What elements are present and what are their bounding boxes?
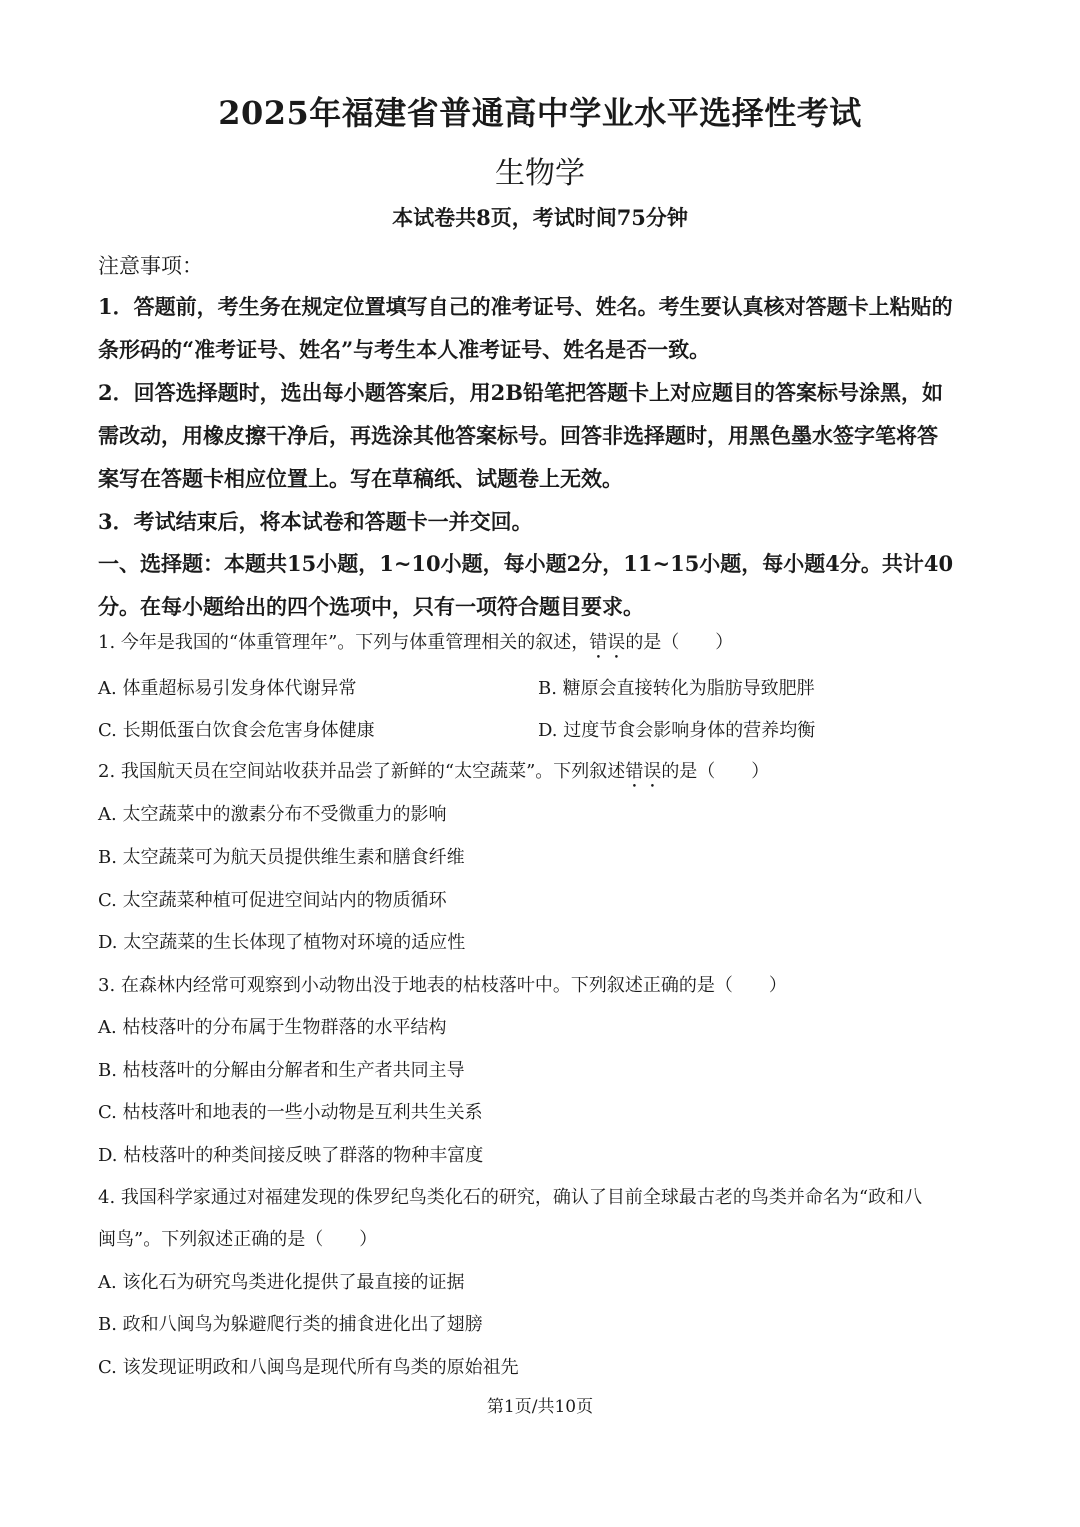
question-4-option-b: B. 政和八闽鸟为躲避爬行类的捕食进化出了翅膀 xyxy=(98,1314,483,1335)
exam-info: 本试卷共8页，考试时间75分钟 xyxy=(392,205,688,230)
question-2-stem xyxy=(98,757,769,792)
question-1-stem xyxy=(98,628,733,663)
note-2-line-1: 2．回答选择题时，选出每小题答案后，用2B铅笔把答题卡上对应题目的答案标号涂黑，如 xyxy=(98,380,943,405)
question-3-option-a: A. 枯枝落叶的分布属于生物群落的水平结构 xyxy=(98,1017,447,1038)
question-4-stem-line-2: 闽鸟”。下列叙述正确的是（ ） xyxy=(98,1229,378,1250)
question-1-option-a: A. 体重超标易引发身体代谢异常 xyxy=(98,678,357,699)
subject-title: 生物学 xyxy=(495,156,585,191)
question-2-stem-post: 的是（ ） xyxy=(661,761,770,782)
question-2-option-d: D. 太空蔬菜的生长体现了植物对环境的适应性 xyxy=(98,932,466,953)
notes-heading: 注意事项： xyxy=(98,254,203,278)
note-3-line-1: 3．考试结束后，将本试卷和答题卡一并交回。 xyxy=(98,509,533,534)
question-2-stem-emphasis: 错误 xyxy=(625,761,662,782)
question-1-option-b: B. 糖原会直接转化为脂肪导致肥胖 xyxy=(538,678,815,699)
question-3-option-c: C. 枯枝落叶和地表的一些小动物是互利共生关系 xyxy=(98,1102,483,1123)
question-1-option-d: D. 过度节食会影响身体的营养均衡 xyxy=(538,720,816,741)
question-4-option-c: C. 该发现证明政和八闽鸟是现代所有鸟类的原始祖先 xyxy=(98,1357,519,1378)
section-1-line-2: 分。在每小题给出的四个选项中，只有一项符合题目要求。 xyxy=(98,594,644,619)
section-1-line-1: 一、选择题：本题共15小题，1~10小题，每小题2分，11~15小题，每小题4分。共计40 xyxy=(98,551,954,576)
question-3-option-d: D. 枯枝落叶的种类间接反映了群落的物种丰富度 xyxy=(98,1145,484,1166)
question-2-option-b: B. 太空蔬菜可为航天员提供维生素和膳食纤维 xyxy=(98,847,465,868)
question-2-option-a: A. 太空蔬菜中的激素分布不受微重力的影响 xyxy=(98,804,447,825)
question-1-stem-pre: 1. 今年是我国的“体重管理年”。下列与体重管理相关的叙述， xyxy=(98,632,590,653)
question-2-option-c: C. 太空蔬菜种植可促进空间站内的物质循环 xyxy=(98,890,447,911)
question-3-option-b: B. 枯枝落叶的分解由分解者和生产者共同主导 xyxy=(98,1060,465,1081)
question-3-stem: 3. 在森林内经常可观察到小动物出没于地表的枯枝落叶中。下列叙述正确的是（ ） xyxy=(98,975,787,996)
page-number: 第1页/共10页 xyxy=(486,1397,594,1417)
exam-title: 2025年福建省普通高中学业水平选择性考试 xyxy=(218,94,862,132)
question-4-stem-line-1: 4. 我国科学家通过对福建发现的侏罗纪鸟类化石的研究，确认了目前全球最古老的鸟类并命名为“政和八 xyxy=(98,1187,923,1208)
note-2-line-2: 需改动，用橡皮擦干净后，再选涂其他答案标号。回答非选择题时，用黑色墨水签字笔将答 xyxy=(98,423,938,448)
question-4-option-a: A. 该化石为研究鸟类进化提供了最直接的证据 xyxy=(98,1272,465,1293)
note-1-line-2: 条形码的“准考证号、姓名”与考生本人准考证号、姓名是否一致。 xyxy=(98,337,711,362)
question-1-option-c: C. 长期低蛋白饮食会危害身体健康 xyxy=(98,720,375,741)
question-1-stem-emphasis: 错误 xyxy=(589,632,626,653)
question-2-stem-pre: 2. 我国航天员在空间站收获并品尝了新鲜的“太空蔬菜”。下列叙述 xyxy=(98,761,626,782)
note-1-line-1: 1．答题前，考生务在规定位置填写自己的准考证号、姓名。考生要认真核对答题卡上粘贴的 xyxy=(98,294,953,319)
note-2-line-3: 案写在答题卡相应位置上。写在草稿纸、试题卷上无效。 xyxy=(98,466,623,491)
question-1-stem-post: 的是（ ） xyxy=(625,632,734,653)
